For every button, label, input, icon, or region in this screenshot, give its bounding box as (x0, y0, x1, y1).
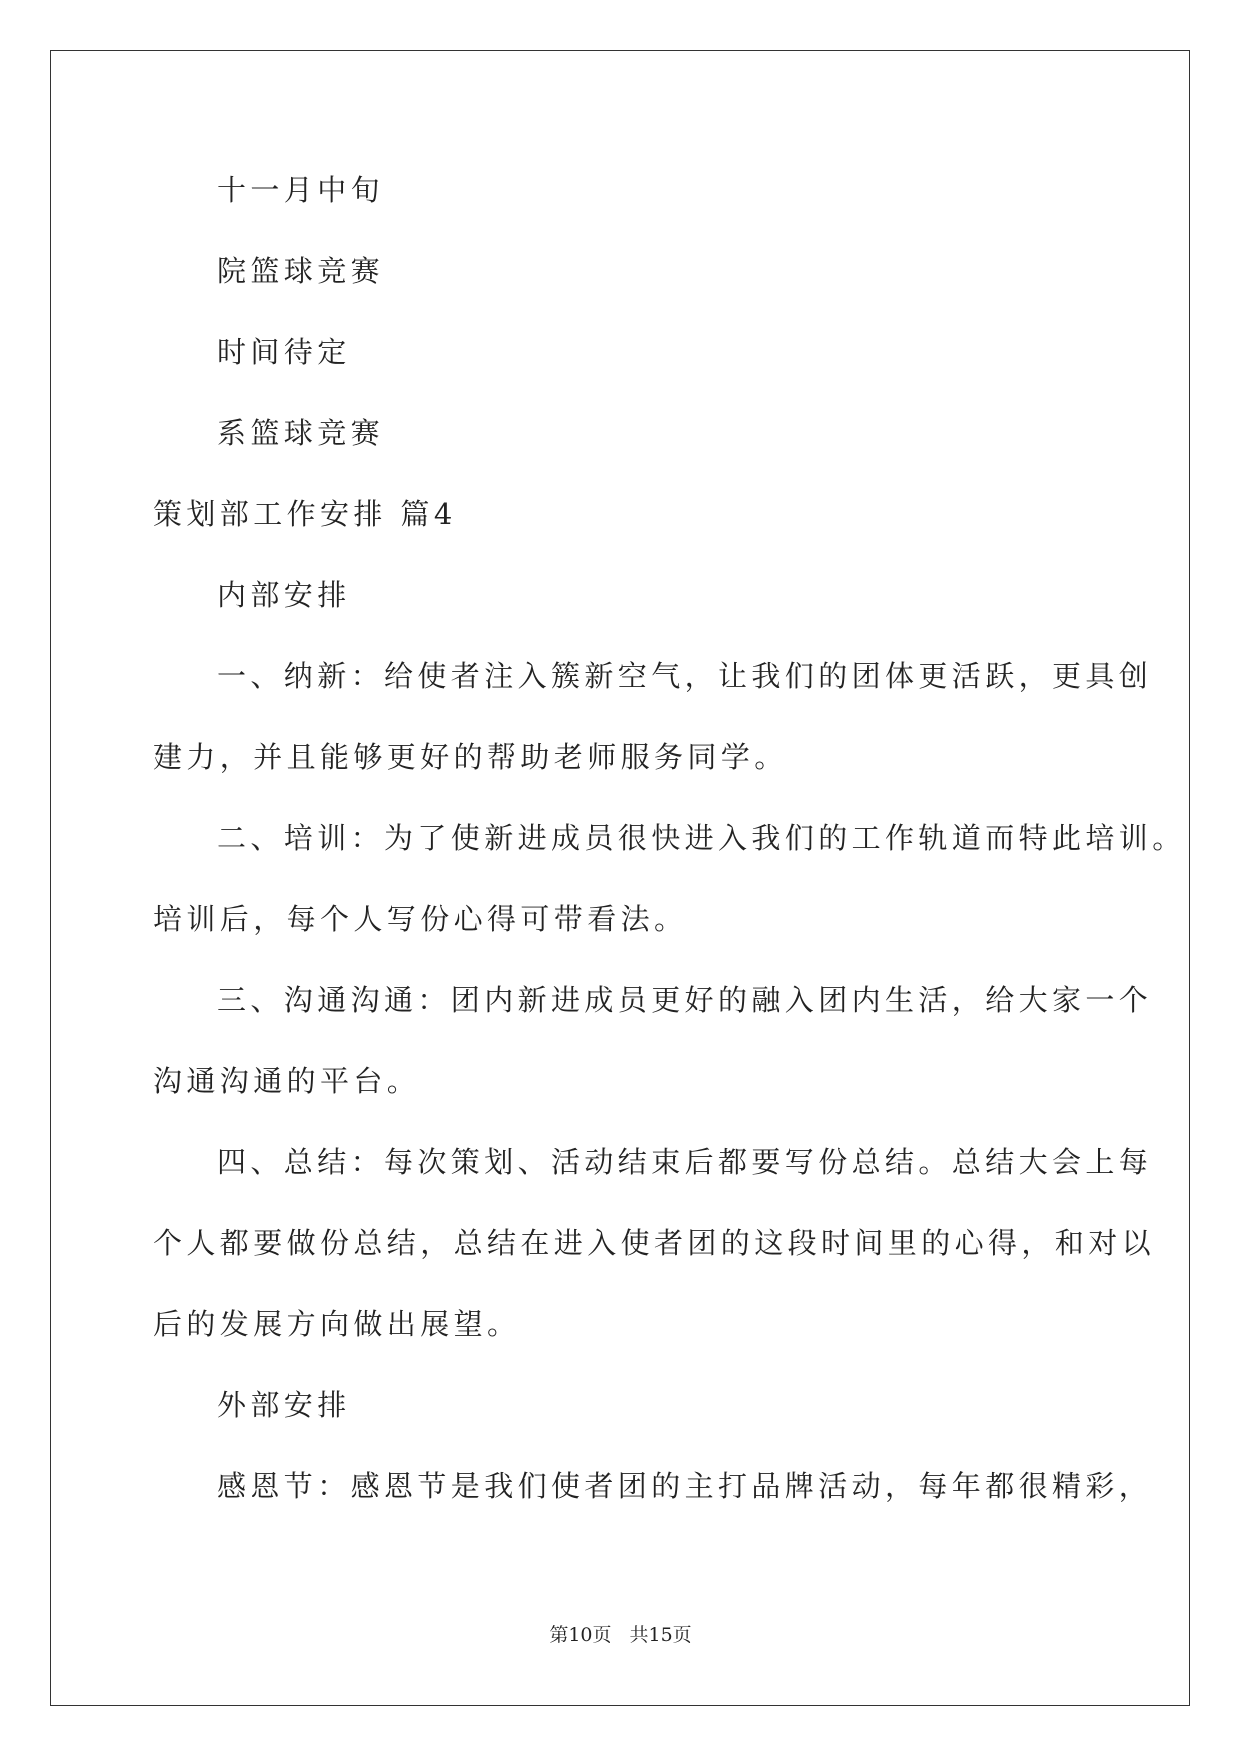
page-total: 共15页 (629, 1624, 692, 1646)
paragraph-line: 感恩节：感恩节是我们使者团的主打品牌活动，每年都很精彩， (217, 1469, 1153, 1503)
paragraph-line: 系篮球竞赛 (217, 416, 385, 450)
page-border (50, 50, 1190, 1706)
paragraph-line: 院篮球竞赛 (217, 254, 385, 288)
paragraph-line: 四、总结：每次策划、活动结束后都要写份总结。总结大会上每 (217, 1145, 1153, 1179)
paragraph-line: 后的发展方向做出展望。 (153, 1307, 521, 1341)
paragraph-line: 二、培训：为了使新进成员很快进入我们的工作轨道而特此培训。 (217, 821, 1186, 855)
page-footer (0, 1623, 1241, 1647)
subsection-heading: 外部安排 (217, 1388, 351, 1422)
paragraph-line: 十一月中旬 (217, 173, 385, 207)
paragraph-line: 时间待定 (217, 335, 351, 369)
page-number: 第10页 (549, 1624, 612, 1646)
section-heading: 策划部工作安排 篇4 (153, 497, 457, 531)
paragraph-line: 建力，并且能够更好的帮助老师服务同学。 (153, 740, 788, 774)
subsection-heading: 内部安排 (217, 578, 351, 612)
paragraph-line: 培训后，每个人写份心得可带看法。 (153, 902, 688, 936)
paragraph-line: 三、沟通沟通：团内新进成员更好的融入团内生活，给大家一个 (217, 983, 1153, 1017)
paragraph-line: 沟通沟通的平台。 (153, 1064, 421, 1098)
paragraph-line: 个人都要做份总结，总结在进入使者团的这段时间里的心得，和对以 (153, 1226, 1156, 1260)
paragraph-line: 一、纳新：给使者注入簇新空气，让我们的团体更活跃，更具创 (217, 659, 1153, 693)
